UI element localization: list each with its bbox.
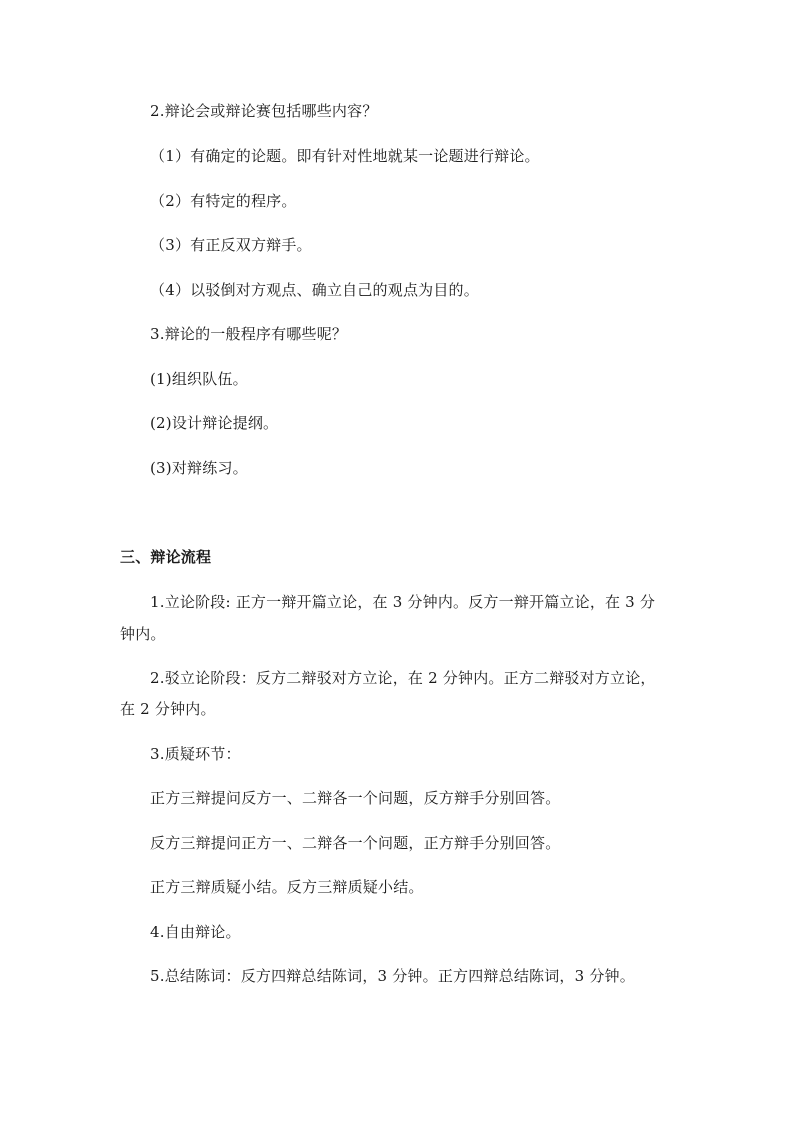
paragraph-line: 在 2 分钟内。 — [120, 700, 216, 718]
paragraph-line: 1.立论阶段: 正方一辩开篇立论，在 3 分钟内。反方一辩开篇立论，在 3 分 — [150, 593, 656, 611]
list-item: （2）有特定的程序。 — [150, 192, 297, 210]
section-heading: 三、辩论流程 — [120, 548, 212, 566]
paragraph-line: 4.自由辩论。 — [150, 923, 241, 941]
paragraph-line: 反方三辩提问正方一、二辩各一个问题，正方辩手分别回答。 — [150, 834, 561, 852]
paragraph-line: 正方三辩提问反方一、二辩各一个问题，反方辩手分别回答。 — [150, 789, 561, 807]
list-item: （3）有正反双方辩手。 — [150, 236, 312, 254]
list-item: (1)组织队伍。 — [150, 370, 248, 388]
paragraph-title: 3.质疑环节： — [150, 745, 241, 763]
paragraph-line: 正方三辩质疑小结。反方三辩质疑小结。 — [150, 878, 424, 896]
question-3: 3.辩论的一般程序有哪些呢？ — [150, 325, 348, 343]
list-item: （4）以驳倒对方观点、确立自己的观点为目的。 — [150, 281, 479, 299]
list-item: (2)设计辩论提纲。 — [150, 414, 279, 432]
question-2: 2.辩论会或辩论赛包括哪些内容？ — [150, 102, 378, 120]
list-item: (3)对辩练习。 — [150, 459, 248, 477]
paragraph-line: 5.总结陈词：反方四辩总结陈词，3 分钟。正方四辩总结陈词，3 分钟。 — [150, 967, 635, 985]
list-item: （1）有确定的论题。即有针对性地就某一论题进行辩论。 — [150, 147, 540, 165]
paragraph-line: 2.驳立论阶段：反方二辩驳对方立论，在 2 分钟内。正方二辩驳对方立论， — [150, 669, 656, 687]
paragraph-line: 钟内。 — [120, 625, 166, 643]
